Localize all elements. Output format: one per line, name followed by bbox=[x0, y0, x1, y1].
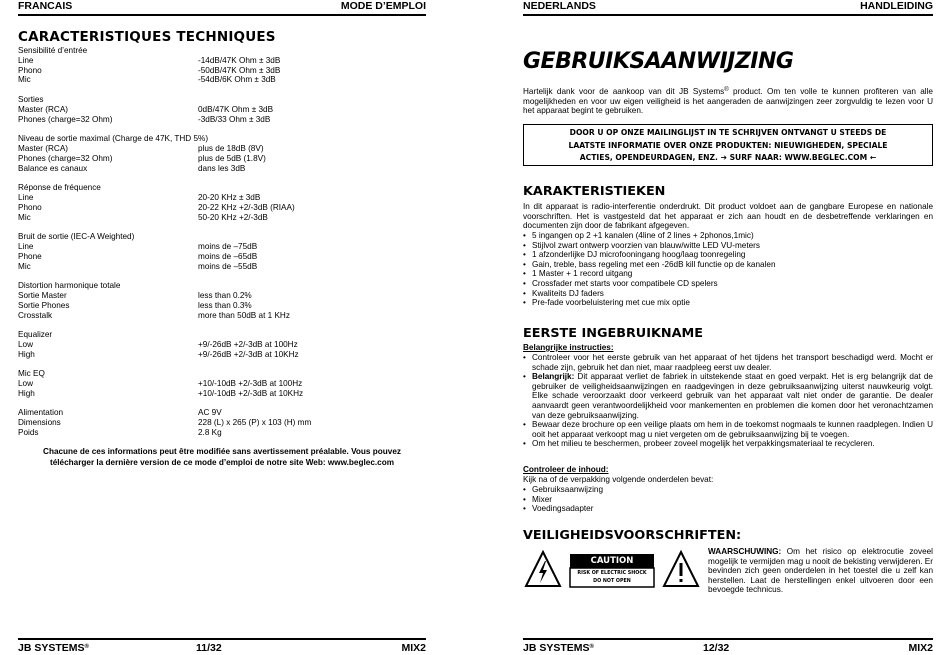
registered-mark: ® bbox=[84, 644, 89, 650]
intro-paragraph: Hartelijk dank voor de aankoop van dit JB Systems® product. Om ten volle te kunnen profiteren van alle mogelijkheden en voor uw eigen veiligheid is het aangeraden de aanwijzingen zeer zorgvuldig te lezen voor U het apparaat begint te gebruiken. bbox=[523, 87, 933, 116]
spec-row bbox=[18, 242, 426, 252]
spec-row bbox=[18, 428, 426, 438]
exclamation-warning-icon bbox=[664, 552, 698, 586]
spec-key: High bbox=[18, 349, 35, 359]
spec-value: plus de 5dB (1.8V) bbox=[198, 153, 266, 163]
right-page bbox=[523, 0, 933, 654]
list-item: • Stijlvol zwart ontwerp voorzien van blauw/witte LED VU-meters bbox=[523, 241, 933, 251]
warning-text: WAARSCHUWING: Om het risico op elektrocutie zoveel mogelijk te vermijden mag u nooit de bekisting verwijderen. Er bevinden zich geen onderdelen in het toestel die u zelf kan herstellen. Laat de herstellingen enkel uitvoeren door een bevoegde technicus. bbox=[708, 547, 933, 595]
spec-key: Poids bbox=[18, 428, 39, 438]
list-item: • 1 Master + 1 record uitgang bbox=[523, 269, 933, 279]
spec-key: Crosstalk bbox=[18, 310, 53, 320]
list-item: • Voedingsadapter bbox=[523, 504, 933, 514]
spec-row bbox=[18, 232, 426, 242]
mailing-line-3: ACTIES, OPENDEURDAGEN, ENZ. ➔ SURF NAAR: WWW.BEGLEC.COM ← bbox=[579, 153, 877, 162]
spec-key: Phones (charge=32 Ohm) bbox=[18, 114, 113, 124]
spec-value: more than 50dB at 1 KHz bbox=[198, 310, 290, 320]
notice-line-1: Chacune de ces informations peut être modifiée sans avertissement préalable. Vous pouvez bbox=[43, 447, 401, 456]
spec-key: Master (RCA) bbox=[18, 143, 69, 153]
spec-key: Low bbox=[18, 339, 34, 349]
features-title: KARAKTERISTIEKEN bbox=[523, 184, 666, 199]
spec-row bbox=[18, 291, 426, 301]
spec-value: 50-20 KHz +2/-3dB bbox=[198, 212, 268, 222]
spec-key: Sensibilité d’entrée bbox=[18, 46, 88, 55]
spec-row bbox=[18, 369, 426, 379]
spec-value: -3dB/33 Ohm ± 3dB bbox=[198, 114, 271, 124]
footer-model: MIX2 bbox=[908, 642, 933, 654]
spec-key: Distortion harmonique totale bbox=[18, 281, 121, 291]
spec-row bbox=[18, 75, 426, 85]
spec-value: plus de 18dB (8V) bbox=[198, 143, 264, 153]
caution-text: RISK OF ELECTRIC SHOCK DO NOT OPEN bbox=[577, 571, 647, 584]
mailing-line-1: DOOR U OP ONZE MAILINGLIJST IN TE SCHRIJVEN ONTVANGT U STEEDS DE bbox=[569, 128, 887, 137]
registered-mark: ® bbox=[589, 644, 594, 650]
notice-line-2: télécharger la dernière version de ce mode d’emploi de notre site Web: www.beglec.com bbox=[50, 457, 394, 467]
spec-row bbox=[18, 408, 426, 418]
page-header bbox=[523, 0, 933, 16]
spec-list bbox=[18, 46, 426, 438]
spec-value: AC 9V bbox=[198, 408, 222, 418]
spec-key: Mic bbox=[18, 212, 31, 222]
spec-row bbox=[18, 115, 426, 125]
spec-row bbox=[18, 144, 426, 154]
spec-row bbox=[18, 330, 426, 340]
spec-row bbox=[18, 134, 426, 144]
spec-row bbox=[18, 389, 426, 399]
spec-gap bbox=[18, 85, 426, 95]
spec-row bbox=[18, 164, 426, 174]
lightning-warning-icon bbox=[526, 552, 560, 586]
caution-label bbox=[523, 548, 701, 592]
list-item: • Mixer bbox=[523, 495, 933, 505]
spec-key: Sortie Master bbox=[18, 290, 67, 300]
spec-value: -14dB/47K Ohm ± 3dB bbox=[198, 55, 281, 65]
header-language: FRANCAIS bbox=[18, 0, 73, 12]
list-item: • 1 afzonderlijke DJ microfooningang hoog/laag toonregeling bbox=[523, 250, 933, 260]
list-item: • Kwaliteits DJ faders bbox=[523, 289, 933, 299]
safety-title: VEILIGHEIDSVOORSCHRIFTEN: bbox=[523, 528, 742, 543]
spec-key: Master (RCA) bbox=[18, 104, 69, 114]
mailing-list-box bbox=[523, 124, 933, 166]
page-footer bbox=[18, 638, 426, 654]
spec-value: +10/-10dB +2/-3dB at 10KHz bbox=[198, 388, 304, 398]
contents-label: Controleer de inhoud: bbox=[523, 465, 609, 474]
spec-row bbox=[18, 311, 426, 321]
list-item: • Bewaar deze brochure op een veilige plaats om hem in de toekomst nogmaals te kunnen raadplegen. Indien U ooit het apparaat verkoopt mag u niet vergeten om de gebruiksaanwijzing bij te voegen. bbox=[523, 420, 933, 439]
spec-value: 228 (L) x 265 (P) x 103 (H) mm bbox=[198, 418, 312, 428]
list-item: • Gain, treble, bass regeling met een -26dB kill functie op de kanalen bbox=[523, 260, 933, 270]
spec-gap bbox=[18, 173, 426, 183]
footer-brand: JB SYSTEMS® bbox=[523, 642, 594, 654]
spec-key: Line bbox=[18, 192, 34, 202]
list-item: • Om het milieu te beschermen, probeer zoveel mogelijk het verpakkingsmateriaal te recycleren. bbox=[523, 439, 933, 449]
spec-value: 2.8 Kg bbox=[198, 428, 222, 438]
spec-key: Mic bbox=[18, 261, 31, 271]
spec-value: +9/-26dB +2/-3dB at 10KHz bbox=[198, 349, 299, 359]
first-use-list bbox=[523, 353, 933, 449]
spec-gap bbox=[18, 320, 426, 330]
spec-row bbox=[18, 154, 426, 164]
footer-model: MIX2 bbox=[401, 642, 426, 654]
header-language: NEDERLANDS bbox=[523, 0, 596, 12]
spec-row bbox=[18, 213, 426, 223]
spec-row bbox=[18, 203, 426, 213]
spec-row bbox=[18, 418, 426, 428]
spec-key: Phones (charge=32 Ohm) bbox=[18, 153, 113, 163]
spec-value: +9/-26dB +2/-3dB at 100Hz bbox=[198, 339, 298, 349]
spec-value: moins de –75dB bbox=[198, 241, 258, 251]
spec-value: 0dB/47K Ohm ± 3dB bbox=[198, 104, 274, 114]
manual-title: GEBRUIKSAANWIJZING bbox=[523, 49, 794, 74]
spec-row bbox=[18, 252, 426, 262]
spec-row bbox=[18, 340, 426, 350]
spec-row bbox=[18, 193, 426, 203]
important-label: Belangrijke instructies: bbox=[523, 343, 614, 352]
spec-key: Mic EQ bbox=[18, 369, 45, 379]
spec-row bbox=[18, 95, 426, 105]
spec-value: moins de –65dB bbox=[198, 251, 258, 261]
notice bbox=[18, 447, 426, 468]
spec-value: dans les 3dB bbox=[198, 163, 246, 173]
mailing-line-2: LAATSTE INFORMATIE OVER ONZE PRODUKTEN: NIEUWIGHEDEN, SPECIALE bbox=[568, 140, 888, 150]
specs-title: CARACTERISTIQUES TECHNIQUES bbox=[18, 29, 276, 45]
list-item: • Gebruiksaanwijzing bbox=[523, 485, 933, 495]
spec-value: less than 0.3% bbox=[198, 300, 252, 310]
spec-key: High bbox=[18, 388, 35, 398]
features-intro: In dit apparaat is radio-interferentie onderdrukt. Dit product voldoet aan de gangbare Europese en nationale voorschriften. Het is vastgesteld dat het apparaat er zich aan houdt en de desbetreffende verklaringen en documenten zijn door de fabrikant afgegeven. bbox=[523, 202, 933, 231]
page-footer bbox=[523, 638, 933, 654]
spec-value: +10/-10dB +2/-3dB at 100Hz bbox=[198, 379, 303, 389]
spec-row bbox=[18, 350, 426, 360]
spec-value: -50dB/47K Ohm ± 3dB bbox=[198, 65, 281, 75]
page-number: 12/32 bbox=[703, 642, 730, 654]
spec-row bbox=[18, 66, 426, 76]
list-item: • 5 ingangen op 2 +1 kanalen (4line of 2 lines + 2phonos,1mic) bbox=[523, 231, 933, 241]
spec-key: Dimensions bbox=[18, 418, 61, 428]
spec-gap bbox=[18, 399, 426, 409]
first-use-title: EERSTE INGEBRUIKNAME bbox=[523, 326, 703, 341]
spec-gap bbox=[18, 360, 426, 370]
spec-key: Low bbox=[18, 379, 34, 389]
list-item: • Belangrijk: Dit apparaat verliet de fabriek in uitstekende staat en goed verpakt. Het is erg belangrijk dat de gebruiker de veiligheidsaanwijzingen en raadgevingen in deze gebruiksaanwijzing uiterst nauwkeurig volgt. Elke schade veroorzaakt door verkeerd gebruik van het apparaat valt niet onder de garantie. De dealer aanvaardt geen verantwoordelijkheid voor mankementen en problemen die komen door het veronachtzamen van deze gebruiksaanwijzing. bbox=[523, 372, 933, 420]
spec-key: Sortie Phones bbox=[18, 300, 70, 310]
spec-row bbox=[18, 105, 426, 115]
spec-key: Mic bbox=[18, 75, 31, 85]
caution-title: CAUTION bbox=[590, 556, 634, 566]
spec-row bbox=[18, 262, 426, 272]
spec-value: less than 0.2% bbox=[198, 290, 252, 300]
spec-value: moins de –55dB bbox=[198, 261, 258, 271]
spec-row bbox=[18, 46, 426, 56]
page-header bbox=[18, 0, 426, 16]
list-item: • Crossfader met starts voor compatibele CD spelers bbox=[523, 279, 933, 289]
header-section: MODE D’EMPLOI bbox=[340, 0, 426, 12]
left-page bbox=[18, 0, 426, 654]
spec-key: Niveau de sortie maximal (Charge de 47K, THD 5%) bbox=[18, 134, 209, 144]
spec-row bbox=[18, 183, 426, 193]
spec-gap bbox=[18, 271, 426, 281]
contents-list bbox=[523, 485, 933, 514]
spec-key: Phono bbox=[18, 202, 42, 212]
spec-row bbox=[18, 281, 426, 291]
list-item: • Controleer voor het eerste gebruik van het apparaat of het tijdens het transport beschadigd werd. Mocht er schade zijn, gebruik het dan niet, maar raadpleeg eerst uw dealer. bbox=[523, 353, 933, 372]
list-item: • Pre-fade voorbeluistering met cue mix optie bbox=[523, 298, 933, 308]
spec-row bbox=[18, 379, 426, 389]
spec-key: Line bbox=[18, 55, 34, 65]
spec-gap bbox=[18, 222, 426, 232]
spec-row bbox=[18, 56, 426, 66]
spec-key: Réponse de fréquence bbox=[18, 183, 101, 193]
spec-key: Phone bbox=[18, 251, 42, 261]
spec-value: 20-20 KHz ± 3dB bbox=[198, 192, 261, 202]
spec-row bbox=[18, 301, 426, 311]
footer-brand: JB SYSTEMS® bbox=[18, 642, 89, 654]
spec-key: Balance es canaux bbox=[18, 163, 88, 173]
spec-key: Alimentation bbox=[18, 408, 64, 418]
features-list bbox=[523, 231, 933, 308]
header-section: HANDLEIDING bbox=[860, 0, 933, 12]
spec-value: 20-22 KHz +2/-3dB (RIAA) bbox=[198, 202, 295, 212]
spec-key: Bruit de sortie (IEC-A Weighted) bbox=[18, 232, 135, 242]
spec-gap bbox=[18, 124, 426, 134]
spec-value: -54dB/6K Ohm ± 3dB bbox=[198, 75, 276, 85]
spec-key: Phono bbox=[18, 65, 42, 75]
spec-key: Line bbox=[18, 241, 34, 251]
spec-key: Sorties bbox=[18, 94, 44, 104]
contents-intro: Kijk na of de verpakking volgende onderdelen bevat: bbox=[523, 475, 714, 484]
page-number: 11/32 bbox=[196, 642, 222, 654]
spec-key: Equalizer bbox=[18, 330, 53, 340]
